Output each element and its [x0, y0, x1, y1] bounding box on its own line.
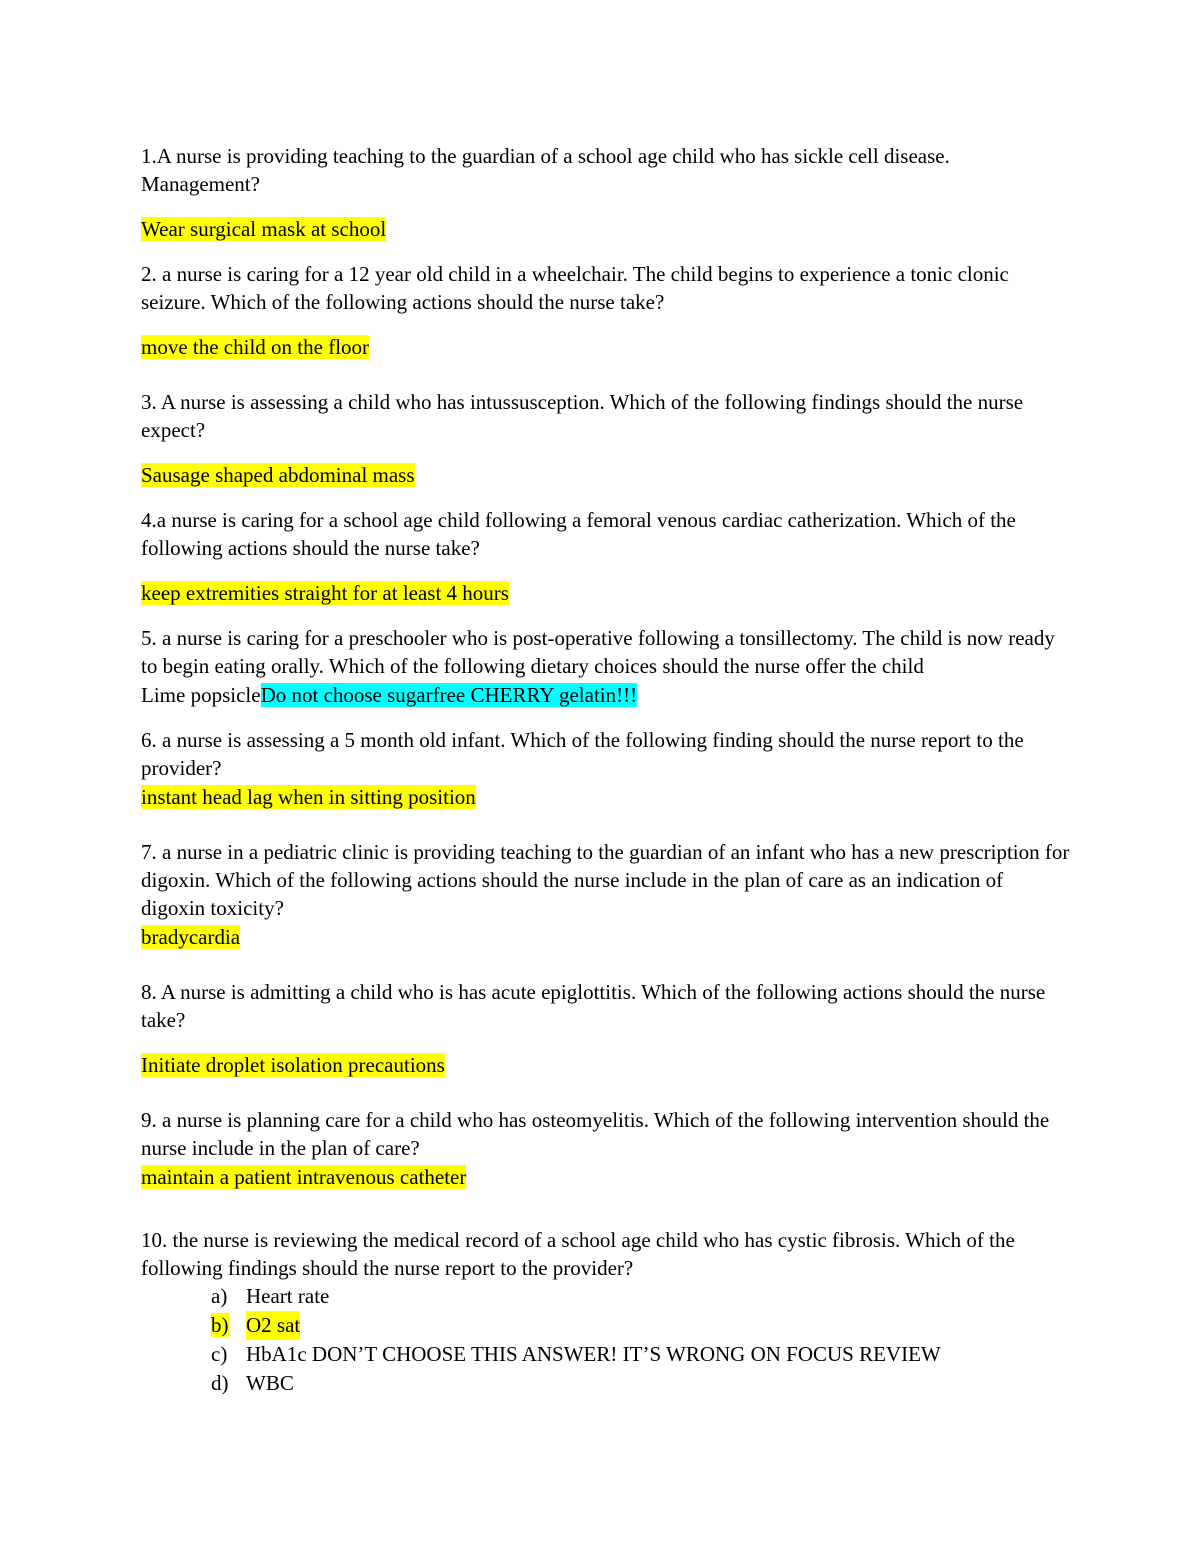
answer-highlight: move the child on the floor: [141, 335, 370, 359]
answer-8: [141, 1050, 1071, 1080]
answer-highlight: Sausage shaped abdominal mass: [141, 463, 415, 487]
choice-text-highlight: O2 sat: [246, 1311, 300, 1340]
answer-highlight: keep extremities straight for at least 4 hours: [141, 581, 509, 605]
choice-letter: d): [211, 1371, 229, 1395]
answer-6: [141, 782, 1071, 812]
question-2: 2. a nurse is caring for a 12 year old child in a wheelchair. The child begins to experience a tonic clonic seizure. Which of the following actions should the nurse take?: [141, 262, 1009, 314]
answer-7: [141, 922, 1071, 952]
choice-a: [211, 1282, 1071, 1311]
choice-text: HbA1c DON’T CHOOSE THIS ANSWER! IT’S WRONG ON FOCUS REVIEW: [246, 1342, 941, 1366]
answer-choices: [141, 1282, 1071, 1398]
answer-2: [141, 332, 1071, 362]
question-1: 1.A nurse is providing teaching to the guardian of a school age child who has sickle cell disease. Management?: [141, 144, 950, 196]
question-7: 7. a nurse in a pediatric clinic is providing teaching to the guardian of an infant who has a new prescription for digoxin. Which of the following actions should the nurse include in the plan of care as an indication of digoxin toxicity?: [141, 840, 1070, 920]
question-6: 6. a nurse is assessing a 5 month old infant. Which of the following finding should the nurse report to the provider?: [141, 728, 1024, 780]
answer-5: [141, 680, 1071, 710]
choice-text: WBC: [246, 1371, 294, 1395]
answer-note-highlight: Do not choose sugarfree CHERRY gelatin!!!: [260, 683, 638, 707]
answer-highlight: instant head lag when in sitting position: [141, 785, 476, 809]
question-3: 3. A nurse is assessing a child who has intussusception. Which of the following findings should the nurse expect?: [141, 390, 1024, 442]
answer-9: [141, 1162, 1071, 1192]
choice-c: [211, 1340, 1071, 1369]
question-5: 5. a nurse is caring for a preschooler who is post-operative following a tonsillectomy. The child is now ready to begin eating orally. Which of the following dietary choices should the nurse offer the child: [141, 626, 1055, 678]
answer-4: [141, 578, 1071, 608]
answer-highlight: Initiate droplet isolation precautions: [141, 1053, 445, 1077]
answer-3: [141, 460, 1071, 490]
choice-letter: a): [211, 1284, 228, 1308]
document-page: [141, 142, 1071, 1398]
choice-letter: [211, 1311, 246, 1340]
choice-d: [211, 1369, 1071, 1398]
choice-b: [211, 1311, 1071, 1340]
answer-text: Lime popsicle: [141, 683, 261, 707]
answer-highlight: bradycardia: [141, 925, 241, 949]
question-10: 10. the nurse is reviewing the medical record of a school age child who has cystic fibrosis. Which of the following findings should the nurse report to the provider?: [141, 1228, 1015, 1280]
question-4: 4.a nurse is caring for a school age child following a femoral venous cardiac catherization. Which of the following actions should the nurse take?: [141, 508, 1016, 560]
choice-letter: c): [211, 1342, 228, 1366]
question-9: 9. a nurse is planning care for a child who has osteomyelitis. Which of the following intervention should the nurse include in the plan of care?: [141, 1108, 1050, 1160]
answer-highlight: maintain a patient intravenous catheter: [141, 1165, 467, 1189]
answer-1: [141, 214, 1071, 244]
choice-text: Heart rate: [246, 1284, 330, 1308]
answer-highlight: Wear surgical mask at school: [141, 217, 387, 241]
choice-letter-highlight: b): [211, 1313, 229, 1337]
question-8: 8. A nurse is admitting a child who is has acute epiglottitis. Which of the following actions should the nurse take?: [141, 980, 1046, 1032]
